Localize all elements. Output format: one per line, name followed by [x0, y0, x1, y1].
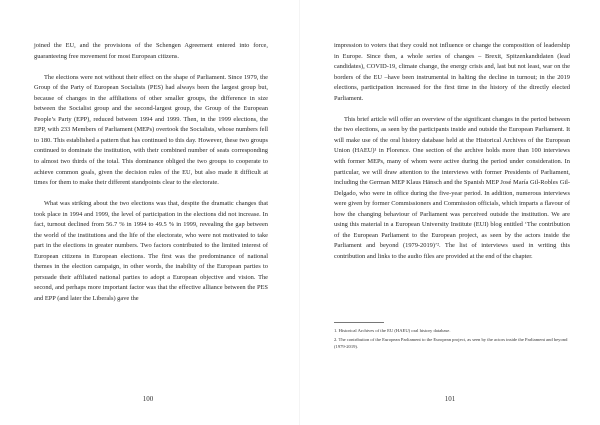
paragraph: This brief article will offer an overview of the significant changes in the period between the two elections, as seen by the participants inside and outside the European Parliament. It will make use of the oral history database held at the Historical Archives of the European Union (HAEU)¹ in Florence. One section of the archive holds more than 100 interviews with former MEPs, many of whom were active during the period under consideration. In particular, we will draw attention to the interviews with former Presidents of Parliament, including the German MEP Klaus Hänsch and the Spanish MEP José María Gil-Robles Gil-Delgado, who were in office during the five-year period. In addition, numerous interviews were given by former Commissioners and Commission officials, which imparts a flavour of how the changing behaviour of Parliament was perceived outside the institution. We are using this material in a European University Institute (EUI) blog entitled ‘The contribution of the European Parliament to the European project, as seen by the actors inside the Parliament and beyond (1979-2019)’². The list of interviews used in writing this contribution and links to the audio files are provided at the end of the chapter.	[334, 115, 570, 260]
footnote: 1. Historical Archives of the EU (HAEU) oral history database.	[334, 328, 451, 333]
page-number: 101	[444, 395, 456, 403]
right-page-text-column	[334, 41, 570, 262]
paragraph: impression to voters that they could not influence or change the composition of leadership in Europe. Since then, a whole series of changes – Brexit, Spitzenkandidaten (lead candidates), COVID-19, climate change, the energy crisis and, last but not least, war on the borders of the EU –have been instrumental in halting the decline in turnout; in the 2019 elections, participation increased for the first time in the history of the directly elected Parliament.	[334, 42, 570, 102]
paragraph: What was striking about the two elections was that, despite the dramatic changes that took place in 1994 and 1999, the level of participation in the elections did not increase. In fact, turnout declined from 56.7 % in 1994 to 49.5 % in 1999, revealing the gap between the world of the institutions and the life of the electorate, who were not motivated to take part in the elections in greater numbers. Two factors contributed to the limited interest of European citizens in European elections. The first was the predominance of national themes in the election campaign, in other words, the inability of the European parties to persuade their affiliated national parties to adopt a European objective and vision. The second, and perhaps more important factor was that the effective alliance between the PES and EPP (and later the Liberals) gave the	[34, 200, 268, 303]
page-number: 100	[142, 395, 154, 403]
footnote: 2. The contribution of the European Parliament to the European project, as seen by the actors inside the Parliament and beyond (1979-2019).	[334, 337, 568, 349]
left-page-text-column	[34, 41, 268, 305]
paragraph: The elections were not without their effect on the shape of Parliament. Since 1979, the Group of the Party of European Socialists (PES) had always been the largest group but, because of changes in the affiliations of other smaller groups, the difference in size between the Socialist group and the second-largest group, the Group of the European People’s Party (EPP), reduced between 1994 and 1999. Then, in the 1999 elections, the EPP, with 233 Members of Parliament (MEPs) overtook the Socialists, whose numbers fell to 180. This established a pattern that has continued to this day. However, these two groups continued to dominate the institution, with their combined number of seats corresponding to almost two thirds of the total. This dominance obliged the two groups to cooperate to achieve common goals, given the decision rules of the EU, but also made it difficult at times for them to make their different standpoints clear to the electorate.	[34, 73, 268, 187]
right-page	[300, 0, 600, 425]
paragraph: joined the EU, and the provisions of the Schengen Agreement entered into force, guaranteeing free movement for most European citizens.	[34, 42, 268, 60]
footnote-rule	[334, 322, 384, 323]
footnotes	[334, 322, 570, 353]
